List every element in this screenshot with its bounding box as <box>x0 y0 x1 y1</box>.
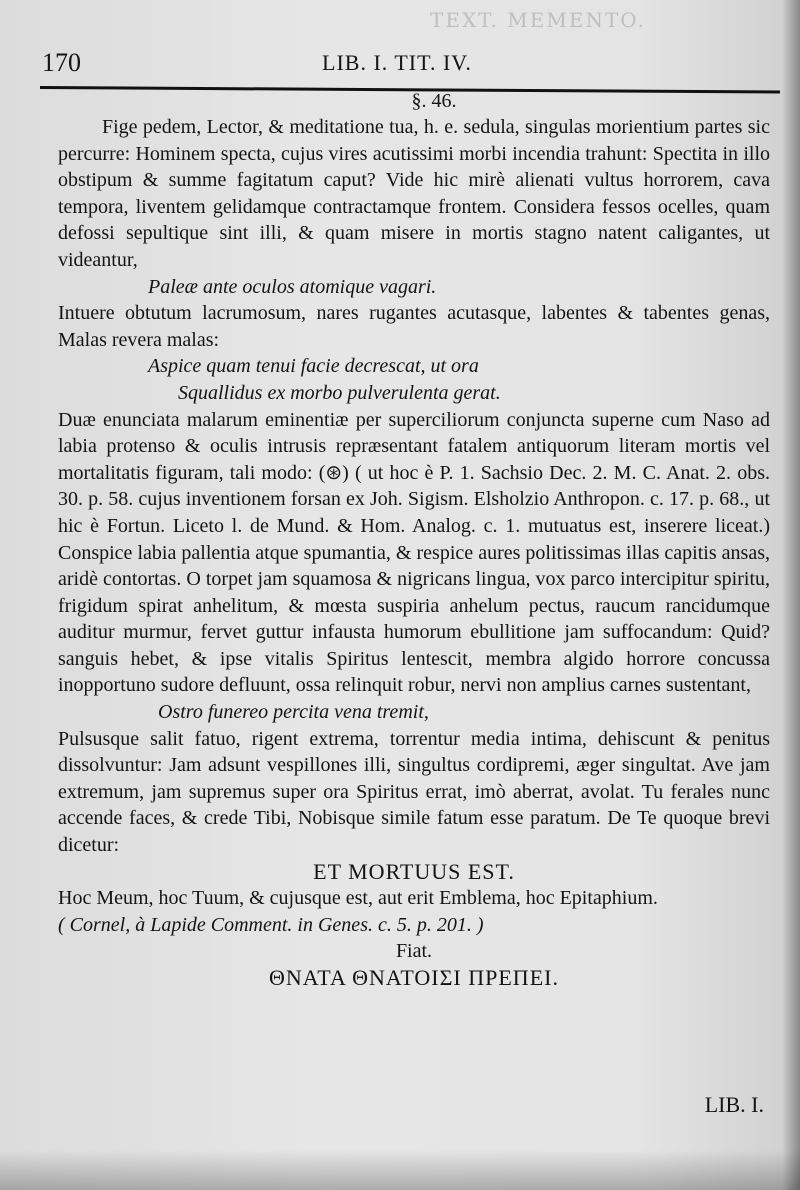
paragraph-2: Intuere obtutum lacrumosum, nares rugantes acutasque, labentes & tabentes genas, Malas revera malas: <box>58 302 770 351</box>
citation: ( Cornel, à Lapide Comment. in Genes. c. 5. p. 201. ) <box>58 913 484 936</box>
paragraph-4: Pulsusque salit fatuo, rigent extrema, torrentur media intima, dehiscunt & penitus dissolvuntur: Jam adsunt vespillones illi, singultus cordipremi, æger singultat. Ave jam extremum, jam supremus super ora Spiritus errat, imò aberrat, avolat. Tu ferales nunc accende faces, & crede Tibi, Nobisque simile fatum esse paratum. De Te quoque brevi dicetur: <box>58 727 770 857</box>
greek-motto: ΘΝΑΤΑ ΘΝΑΤΟΙΣΙ ΠΡΕΠΕΙ. <box>269 965 559 990</box>
paragraph-1: Fige pedem, Lector, & meditatione tua, h. e. sedula, singulas morientium partes sic percurre: Hominem specta, cujus vires acutissimi morbi incendia trahunt: Spectita in illo obstipum & summe fagitatum caput? Vide hic mirè alienati vultus horrorem, cava tempora, liventem gelidamque contractamque frontem. Considera fessos ocelles, quam defossi sepultique sint illi, & quam misere in mortis stagno natent caligantes, ut videantur, <box>58 116 770 271</box>
catchword: LIB. I. <box>704 1092 764 1117</box>
page-number: 170 <box>42 48 81 77</box>
bleed-through-text: TEXT. MEMENTO. <box>430 8 646 32</box>
fiat-line: Fiat. <box>395 940 433 963</box>
verse-line-3: Squallidus ex morbo pulverulenta gerat. <box>178 381 501 404</box>
section-number: §. 46. <box>411 90 457 112</box>
page-header <box>40 46 780 82</box>
verse-line-2: Aspice quam tenui facie decrescat, ut ora <box>148 355 479 378</box>
page-edge-shadow <box>782 0 800 1190</box>
running-head: LIB. I. TIT. IV. <box>322 50 472 75</box>
verse-line-4: Ostro funereo percita vena tremit, <box>158 701 429 724</box>
paragraph-5: Hoc Meum, hoc Tuum, & cujusque est, aut erit Emblema, hoc Epitaphium. <box>58 887 658 910</box>
page-bottom-shadow <box>0 1150 800 1190</box>
verse-line-1: Paleæ ante oculos atomique vagari. <box>148 275 437 298</box>
epitaph-line: ET MORTUUS EST. <box>313 858 515 884</box>
paragraph-3: Duæ enunciata malarum eminentiæ per superciliorum conjuncta superne cum Naso ad labia protenso & oculis intrusis repræsentant fatalem antiquorum literam mortis vel mortalitatis figuram, tali modo: (⊛) ( ut hoc è P. 1. Sachsio Dec. 2. M. C. Anat. 2. obs. 30. p. 58. cujus inventionem forsan ex Joh. Sigism. Elsholzio Anthropon. c. 17. p. 68., ut hic è Fortun. Liceto l. de Mund. & Hom. Analog. c. 1. mutuatus est, inserere liceat.) Conspice labia pallentia atque spumantia, & respice aures politissimas illas capitis ansas, aridè contortas. O torpet jam squamosa & nigricans lingua, vox parco intercipitur spiritu, frigidum spirat anhelitum, & mœsta suspiria anhelum pectus, raucum rancidumque auditur murmur, fervet guttur infausta humorum ebullitione jam suffocandum: Quid? sanguis hebet, & ipse vitalis Spiritus lentescit, membra algido horrore concussa inopportuno sudore defluunt, ossa relinquit robur, nervi non amplius carnes sustentant, <box>58 408 770 697</box>
main-text <box>58 88 770 992</box>
